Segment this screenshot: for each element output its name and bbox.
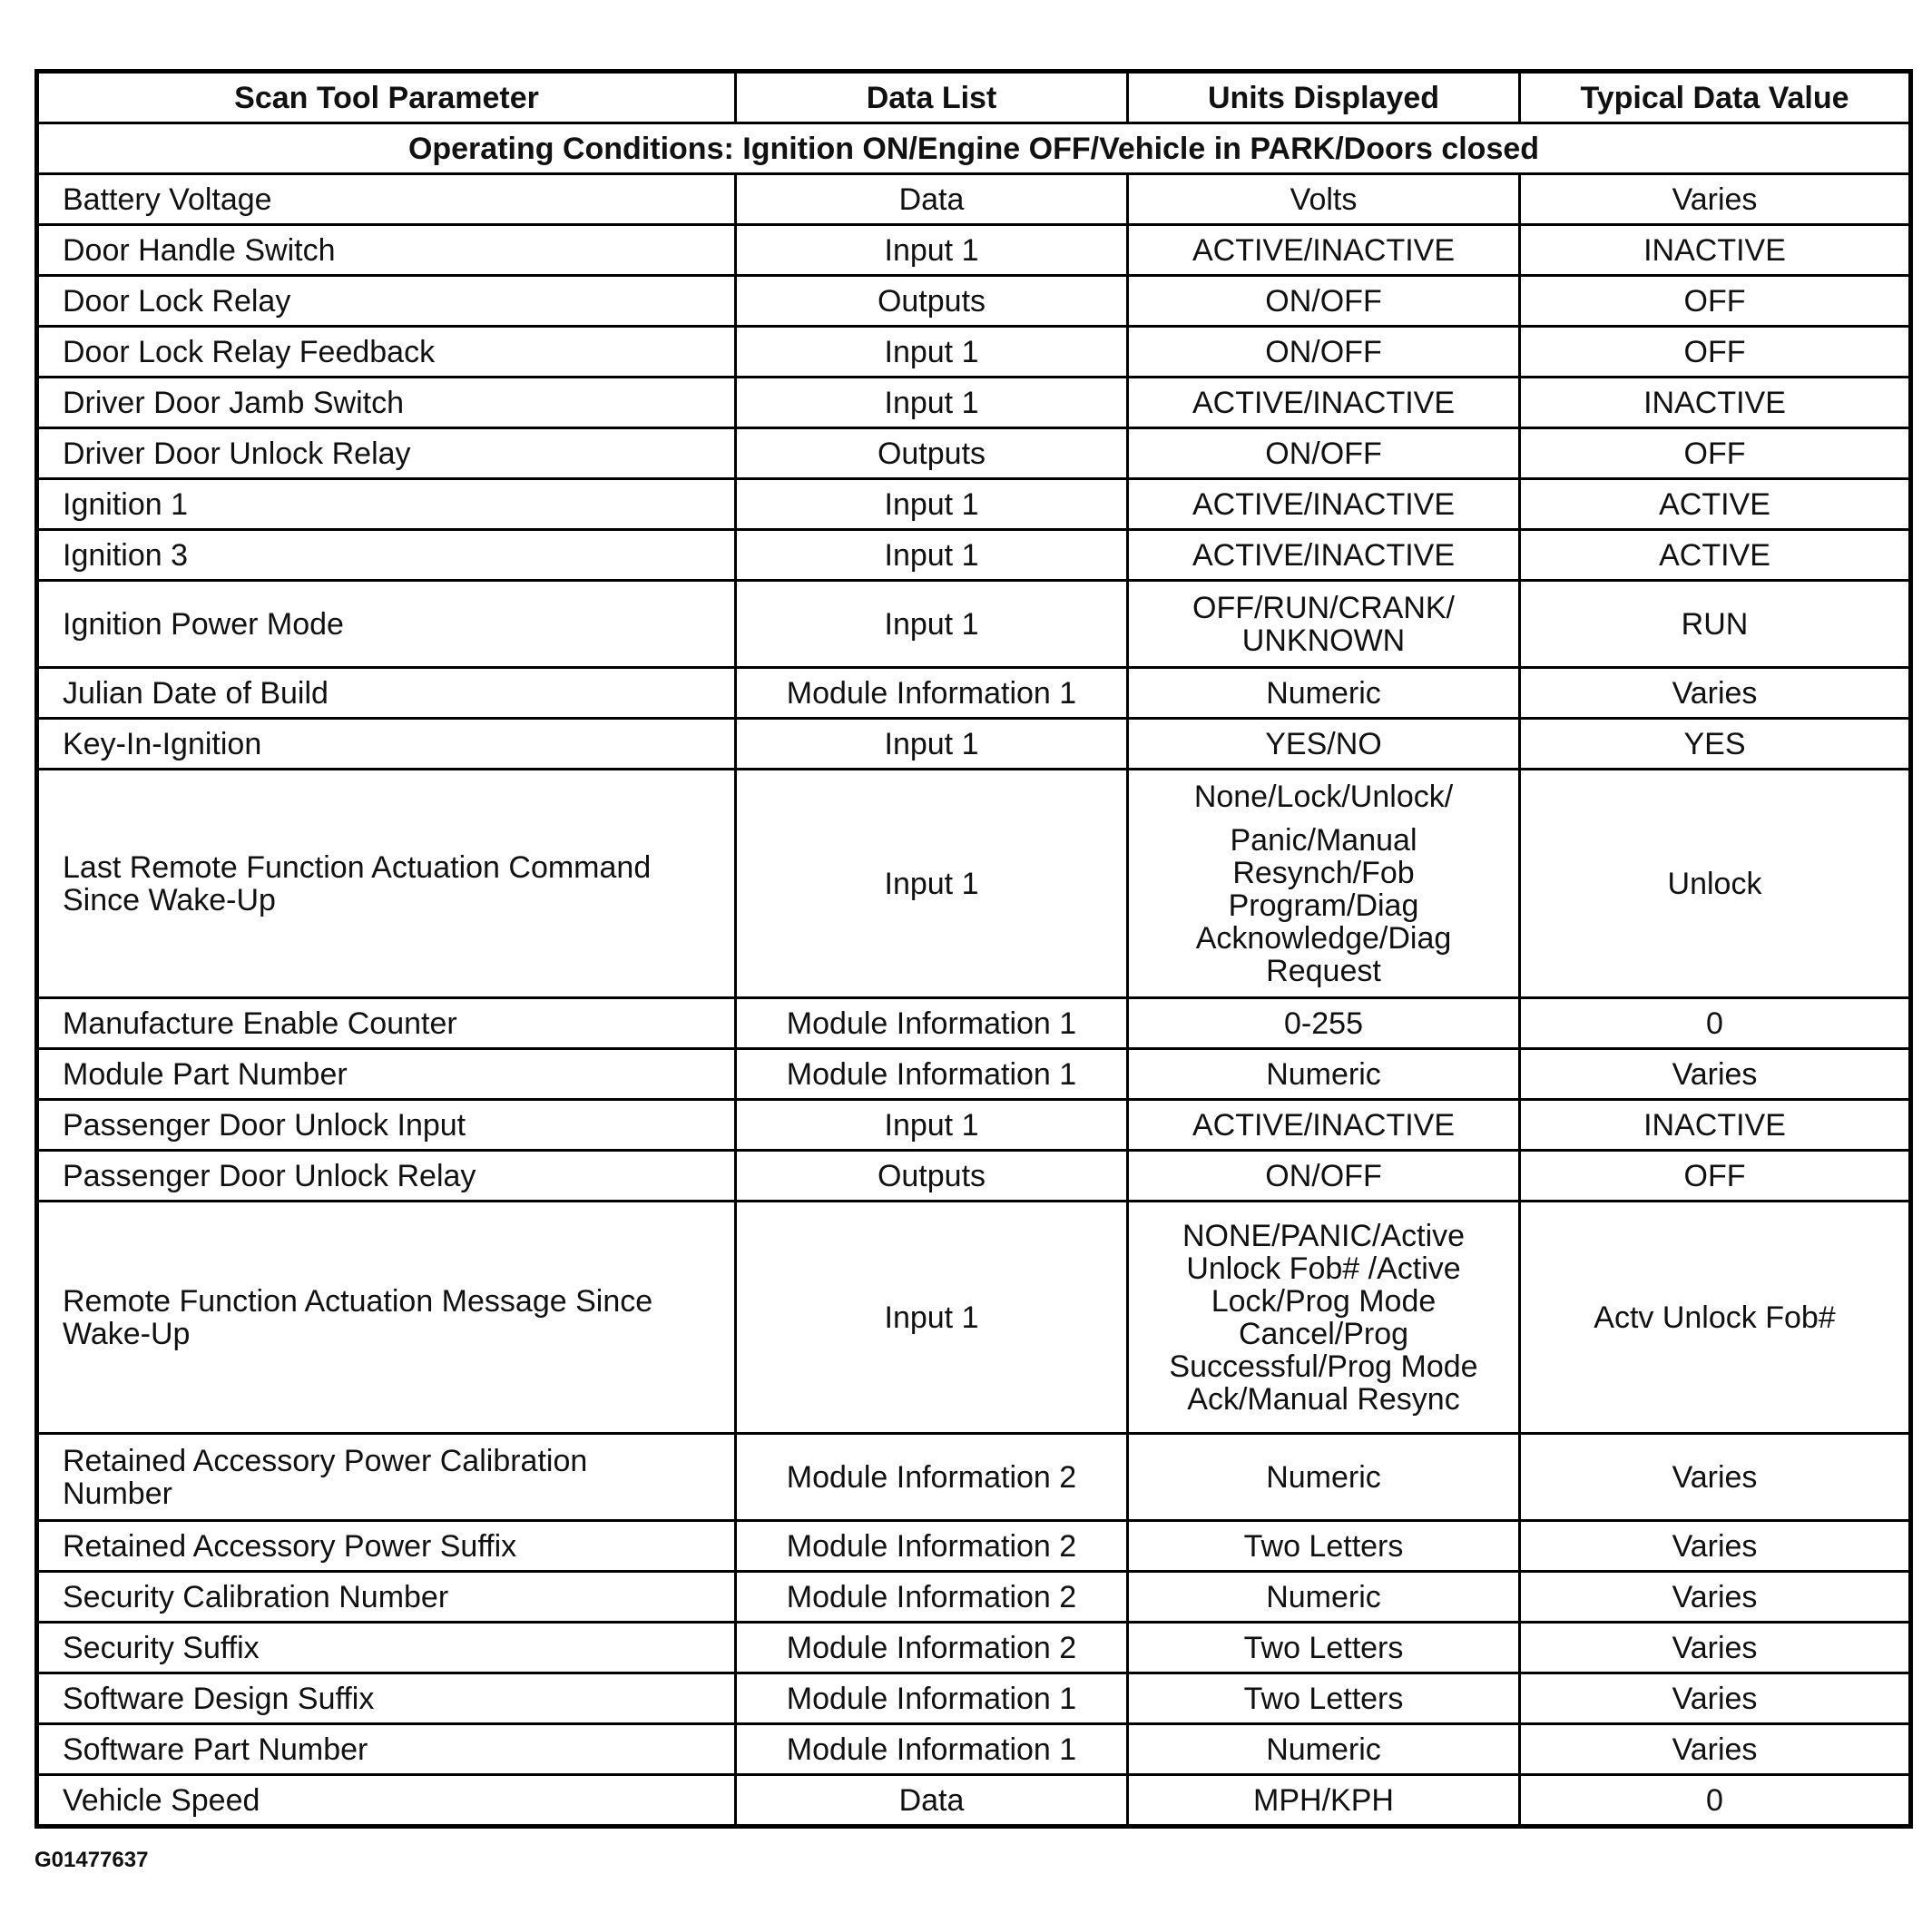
- typical-value-cell: INACTIVE: [1520, 1100, 1911, 1151]
- units-cell-line: Cancel/Prog: [1238, 1316, 1409, 1351]
- units-cell-line: None/Lock/Unlock/: [1193, 779, 1454, 814]
- parameter-cell: [37, 1202, 736, 1434]
- typical-value-cell: Varies: [1520, 1673, 1911, 1724]
- units-cell: Two Letters: [1128, 1521, 1520, 1572]
- parameter-cell: Key-In-Ignition: [37, 719, 736, 770]
- header-row: [37, 72, 1911, 123]
- data-list-cell: Data: [736, 1775, 1128, 1827]
- units-cell: Numeric: [1128, 1434, 1520, 1521]
- data-list-cell: Module Information 2: [736, 1521, 1128, 1572]
- table-row: [37, 1775, 1911, 1827]
- parameter-cell-line: Retained Accessory Power Calibration: [63, 1443, 588, 1478]
- typical-value-cell: INACTIVE: [1520, 378, 1911, 428]
- units-cell-lines: [1138, 592, 1509, 657]
- typical-value-cell: Actv Unlock Fob#: [1520, 1202, 1911, 1434]
- data-list-cell: Module Information 2: [736, 1623, 1128, 1673]
- data-list-cell: Input 1: [736, 1100, 1128, 1151]
- parameter-cell: Module Part Number: [37, 1049, 736, 1100]
- typical-value-cell: OFF: [1520, 327, 1911, 378]
- typical-value-cell: Varies: [1520, 1724, 1911, 1775]
- typical-value-cell: Varies: [1520, 1434, 1911, 1521]
- table-row: [37, 1521, 1911, 1572]
- units-cell-line: Unlock Fob# /Active: [1186, 1251, 1461, 1286]
- units-cell-line: Lock/Prog Mode: [1211, 1283, 1437, 1319]
- table-row: [37, 1434, 1911, 1521]
- table-row: [37, 479, 1911, 530]
- table-row: [37, 276, 1911, 327]
- data-list-cell: Data: [736, 174, 1128, 225]
- parameter-cell-line: Number: [63, 1476, 172, 1511]
- table-row: [37, 998, 1911, 1049]
- header-data-list: Data List: [736, 72, 1128, 123]
- units-cell: [1128, 581, 1520, 668]
- units-cell: Numeric: [1128, 668, 1520, 719]
- typical-value-cell: INACTIVE: [1520, 225, 1911, 276]
- data-list-cell: Module Information 1: [736, 1049, 1128, 1100]
- typical-value-cell: ACTIVE: [1520, 530, 1911, 581]
- data-list-cell: Input 1: [736, 479, 1128, 530]
- operating-conditions: Operating Conditions: Ignition ON/Engine OFF/Vehicle in PARK/Doors closed: [37, 123, 1911, 174]
- parameter-cell: Security Calibration Number: [37, 1572, 736, 1623]
- typical-value-cell: 0: [1520, 1775, 1911, 1827]
- table-row: [37, 1049, 1911, 1100]
- parameter-cell: Ignition 3: [37, 530, 736, 581]
- units-cell: ACTIVE/INACTIVE: [1128, 1100, 1520, 1151]
- units-cell: Two Letters: [1128, 1673, 1520, 1724]
- units-cell-line: Program/Diag: [1228, 888, 1419, 923]
- typical-value-cell: ACTIVE: [1520, 479, 1911, 530]
- units-cell-line: UNKNOWN: [1241, 623, 1406, 658]
- units-cell-line: Panic/Manual: [1230, 822, 1417, 858]
- units-cell-line: Request: [1266, 953, 1381, 988]
- parameter-cell-line: Last Remote Function Actuation Command: [63, 849, 652, 885]
- units-cell-line: Resynch/Fob: [1232, 855, 1415, 890]
- typical-value-cell: Varies: [1520, 1521, 1911, 1572]
- parameter-cell-lines: [63, 851, 725, 917]
- parameter-cell-line: Since Wake-Up: [63, 882, 276, 917]
- table-row: [37, 770, 1911, 998]
- parameter-cell: Door Handle Switch: [37, 225, 736, 276]
- table-row: [37, 327, 1911, 378]
- table-row: [37, 225, 1911, 276]
- data-list-cell: Input 1: [736, 581, 1128, 668]
- parameter-cell: Retained Accessory Power Suffix: [37, 1521, 736, 1572]
- parameter-cell: Passenger Door Unlock Input: [37, 1100, 736, 1151]
- units-cell-line: OFF/RUN/CRANK/: [1192, 590, 1455, 625]
- parameter-cell-lines: [63, 1285, 725, 1350]
- parameter-cell: Manufacture Enable Counter: [37, 998, 736, 1049]
- units-cell-line: Successful/Prog Mode: [1169, 1349, 1478, 1384]
- parameter-cell: Security Suffix: [37, 1623, 736, 1673]
- table-row: [37, 1724, 1911, 1775]
- table-row: [37, 378, 1911, 428]
- table-row: [37, 1623, 1911, 1673]
- typical-value-cell: OFF: [1520, 1151, 1911, 1202]
- units-cell: [1128, 1202, 1520, 1434]
- parameter-cell: Driver Door Unlock Relay: [37, 428, 736, 479]
- data-list-cell: Input 1: [736, 770, 1128, 998]
- header-units-displayed: Units Displayed: [1128, 72, 1520, 123]
- parameter-cell: Door Lock Relay Feedback: [37, 327, 736, 378]
- table-row: [37, 428, 1911, 479]
- table-row: [37, 1572, 1911, 1623]
- units-cell: [1128, 770, 1520, 998]
- data-list-cell: Module Information 1: [736, 998, 1128, 1049]
- data-list-cell: Input 1: [736, 1202, 1128, 1434]
- units-cell: Numeric: [1128, 1724, 1520, 1775]
- parameter-cell: Ignition 1: [37, 479, 736, 530]
- parameter-cell: Passenger Door Unlock Relay: [37, 1151, 736, 1202]
- table-row: [37, 530, 1911, 581]
- table-row: [37, 1151, 1911, 1202]
- figure-id: G01477637: [34, 1848, 149, 1872]
- parameter-cell: Software Part Number: [37, 1724, 736, 1775]
- units-cell: Numeric: [1128, 1572, 1520, 1623]
- units-cell: ON/OFF: [1128, 428, 1520, 479]
- parameter-cell-line: Wake-Up: [63, 1316, 191, 1351]
- parameter-cell: Driver Door Jamb Switch: [37, 378, 736, 428]
- parameter-cell: Battery Voltage: [37, 174, 736, 225]
- data-list-cell: Input 1: [736, 378, 1128, 428]
- data-list-cell: Input 1: [736, 225, 1128, 276]
- parameter-cell: Julian Date of Build: [37, 668, 736, 719]
- data-list-cell: Module Information 1: [736, 668, 1128, 719]
- data-list-cell: Module Information 1: [736, 1673, 1128, 1724]
- typical-value-cell: Varies: [1520, 668, 1911, 719]
- units-cell: ON/OFF: [1128, 1151, 1520, 1202]
- units-cell: ON/OFF: [1128, 327, 1520, 378]
- header-scan-tool-parameter: Scan Tool Parameter: [37, 72, 736, 123]
- parameter-cell-lines: [63, 1445, 725, 1510]
- units-cell-lines: [1138, 1220, 1509, 1416]
- typical-value-cell: Varies: [1520, 1049, 1911, 1100]
- units-cell: Numeric: [1128, 1049, 1520, 1100]
- units-cell-line: NONE/PANIC/Active: [1182, 1218, 1466, 1253]
- parameter-cell: [37, 1434, 736, 1521]
- data-list-cell: Outputs: [736, 428, 1128, 479]
- table-row: [37, 1673, 1911, 1724]
- units-cell: Volts: [1128, 174, 1520, 225]
- units-cell: Two Letters: [1128, 1623, 1520, 1673]
- table-row: [37, 581, 1911, 668]
- units-cell: 0-255: [1128, 998, 1520, 1049]
- parameter-cell: [37, 770, 736, 998]
- data-list-cell: Input 1: [736, 530, 1128, 581]
- units-cell: ACTIVE/INACTIVE: [1128, 530, 1520, 581]
- units-cell-lines: [1138, 780, 1509, 987]
- table-row: [37, 1202, 1911, 1434]
- units-cell: ACTIVE/INACTIVE: [1128, 378, 1520, 428]
- data-list-cell: Module Information 2: [736, 1572, 1128, 1623]
- typical-value-cell: Varies: [1520, 1572, 1911, 1623]
- data-list-cell: Input 1: [736, 327, 1128, 378]
- parameter-cell: Door Lock Relay: [37, 276, 736, 327]
- table-row: [37, 1100, 1911, 1151]
- typical-value-cell: Varies: [1520, 174, 1911, 225]
- parameter-cell: Vehicle Speed: [37, 1775, 736, 1827]
- data-list-cell: Outputs: [736, 276, 1128, 327]
- typical-value-cell: YES: [1520, 719, 1911, 770]
- units-cell: YES/NO: [1128, 719, 1520, 770]
- typical-value-cell: RUN: [1520, 581, 1911, 668]
- typical-value-cell: Unlock: [1520, 770, 1911, 998]
- units-cell: ACTIVE/INACTIVE: [1128, 479, 1520, 530]
- table-row: [37, 174, 1911, 225]
- typical-value-cell: Varies: [1520, 1623, 1911, 1673]
- scan-tool-data-sheet: [34, 69, 1908, 1829]
- data-list-cell: Input 1: [736, 719, 1128, 770]
- scan-tool-data-table: [34, 69, 1913, 1829]
- units-cell: ON/OFF: [1128, 276, 1520, 327]
- data-list-cell: Module Information 2: [736, 1434, 1128, 1521]
- table-row: [37, 668, 1911, 719]
- typical-value-cell: OFF: [1520, 276, 1911, 327]
- typical-value-cell: 0: [1520, 998, 1911, 1049]
- table-body: [37, 123, 1911, 1827]
- units-cell: ACTIVE/INACTIVE: [1128, 225, 1520, 276]
- typical-value-cell: OFF: [1520, 428, 1911, 479]
- parameter-cell: Ignition Power Mode: [37, 581, 736, 668]
- data-list-cell: Outputs: [736, 1151, 1128, 1202]
- header-typical-data-value: Typical Data Value: [1520, 72, 1911, 123]
- operating-conditions-row: [37, 123, 1911, 174]
- parameter-cell: Software Design Suffix: [37, 1673, 736, 1724]
- units-cell-line: Acknowledge/Diag: [1195, 920, 1452, 956]
- parameter-cell-line: Remote Function Actuation Message Since: [63, 1283, 653, 1319]
- table-row: [37, 719, 1911, 770]
- data-list-cell: Module Information 1: [736, 1724, 1128, 1775]
- units-cell: MPH/KPH: [1128, 1775, 1520, 1827]
- units-cell-line: Ack/Manual Resync: [1187, 1381, 1460, 1417]
